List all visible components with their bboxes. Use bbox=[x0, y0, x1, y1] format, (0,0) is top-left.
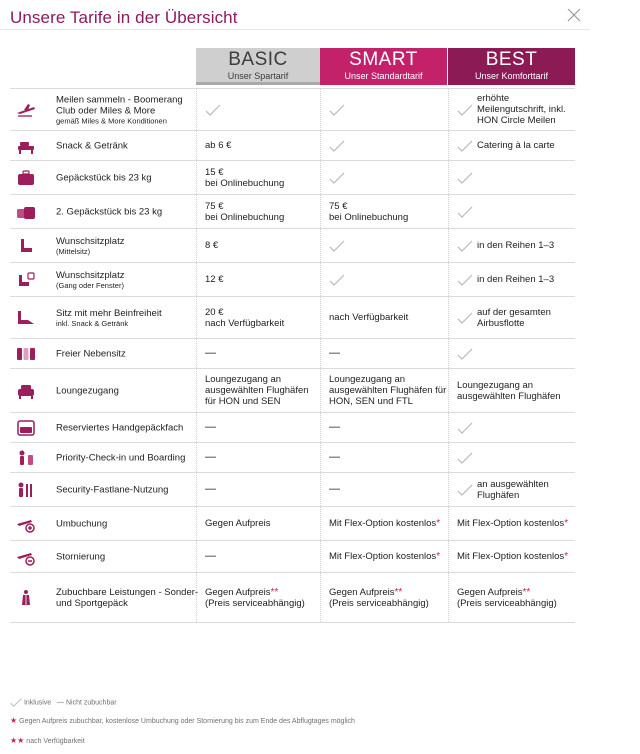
row-label-text: Zubuchbare Leistungen - Sonder- und Sportgepäck bbox=[56, 586, 199, 609]
cell-text-main: Mit Flex-Option kostenlos bbox=[457, 551, 565, 562]
row-label bbox=[56, 172, 201, 183]
legend-double-star-text: nach Verfügbarkeit bbox=[26, 738, 85, 745]
sports-luggage-icon bbox=[16, 589, 36, 607]
check-icon bbox=[457, 348, 473, 360]
legend-inclusive-text: Inklusive bbox=[23, 699, 52, 707]
check-icon bbox=[329, 104, 345, 116]
check-icon bbox=[457, 240, 473, 252]
check-icon bbox=[457, 452, 473, 464]
row-label-text: Loungezugang bbox=[56, 385, 119, 396]
check-icon bbox=[457, 422, 473, 434]
not-available-dash: — bbox=[205, 347, 216, 359]
fastlane-icon bbox=[16, 481, 36, 499]
table-row bbox=[10, 369, 575, 413]
free-seat-icon bbox=[16, 345, 36, 363]
row-label-text: Security-Fastlane-Nutzung bbox=[56, 484, 169, 495]
best-cell bbox=[448, 573, 575, 622]
row-label bbox=[56, 270, 201, 290]
overhead-bin-icon bbox=[16, 419, 36, 437]
cell-text bbox=[205, 587, 305, 609]
smart-cell bbox=[320, 161, 448, 194]
seat-window-icon bbox=[16, 271, 36, 289]
best-cell bbox=[448, 369, 575, 412]
cell-text: Loungezugang an ausgewählten Flughäfen bbox=[457, 379, 561, 402]
smart-cell bbox=[320, 131, 448, 160]
smart-cell bbox=[320, 473, 448, 506]
suitcase-icon bbox=[16, 169, 36, 187]
smart-accent-bar bbox=[320, 82, 447, 85]
snack-icon bbox=[16, 137, 36, 155]
smart-cell bbox=[320, 89, 448, 130]
table-row bbox=[10, 573, 575, 623]
check-icon bbox=[329, 140, 345, 152]
cell-text: 8 € bbox=[205, 240, 219, 251]
star-mark: * bbox=[564, 518, 569, 529]
table-row bbox=[10, 473, 575, 507]
best-cell bbox=[448, 297, 575, 338]
basic-accent-bar bbox=[196, 82, 320, 85]
check-icon bbox=[457, 172, 473, 184]
cell-text-main: Mit Flex-Option kostenlos bbox=[329, 518, 437, 529]
check-icon bbox=[329, 172, 345, 184]
not-available-dash: — bbox=[205, 550, 216, 562]
legend-double-star bbox=[10, 736, 85, 745]
cell-text-main: Gegen Aufpreis bbox=[329, 586, 395, 598]
smart-cell bbox=[320, 369, 448, 412]
table-row bbox=[10, 541, 575, 573]
row-label-text: Umbuchung bbox=[56, 518, 108, 529]
table-row bbox=[10, 229, 575, 263]
row-label bbox=[56, 422, 201, 433]
row-label bbox=[56, 206, 201, 217]
dialog-title: Unsere Tarife in der Übersicht bbox=[10, 8, 238, 27]
basic-cell bbox=[196, 369, 320, 412]
double-star-mark: ** bbox=[394, 586, 403, 598]
row-label-text: Snack & Getränk bbox=[56, 140, 128, 151]
not-available-dash: — bbox=[329, 421, 340, 433]
cell-text: 15 € bei Onlinebuchung bbox=[205, 166, 285, 189]
row-label bbox=[56, 94, 201, 125]
basic-cell bbox=[196, 443, 320, 472]
best-cell bbox=[448, 161, 575, 194]
check-icon bbox=[457, 484, 473, 496]
best-cell bbox=[448, 541, 575, 572]
smart-cell bbox=[320, 339, 448, 368]
basic-cell bbox=[196, 161, 320, 194]
smart-cell bbox=[320, 541, 448, 572]
second-suitcase-icon bbox=[16, 203, 36, 221]
basic-cell bbox=[196, 131, 320, 160]
cell-text-main: Mit Flex-Option kostenlos bbox=[329, 551, 437, 562]
rebooking-icon bbox=[16, 515, 36, 533]
cell-text bbox=[329, 587, 429, 609]
not-available-dash: — bbox=[205, 451, 216, 463]
row-label bbox=[56, 551, 201, 562]
tariff-name: BASIC bbox=[228, 49, 288, 70]
table-row bbox=[10, 413, 575, 443]
seat-icon bbox=[16, 237, 36, 255]
check-icon bbox=[329, 240, 345, 252]
cell-text: 20 € nach Verfügbarkeit bbox=[205, 306, 285, 329]
row-label bbox=[56, 452, 201, 463]
basic-cell bbox=[196, 263, 320, 296]
tariff-comparison-table bbox=[10, 88, 575, 623]
row-label bbox=[56, 385, 201, 396]
star-mark: * bbox=[436, 551, 441, 562]
check-icon bbox=[329, 274, 345, 286]
legend-inclusive bbox=[10, 698, 117, 707]
basic-cell bbox=[196, 541, 320, 572]
tariff-header-basic bbox=[196, 48, 320, 85]
cell-text bbox=[457, 518, 568, 529]
not-available-dash: — bbox=[329, 483, 340, 495]
row-label-text: Freier Nebensitz bbox=[56, 348, 126, 359]
smart-cell bbox=[320, 413, 448, 442]
cell-text: 75 € bei Onlinebuchung bbox=[205, 200, 285, 223]
cell-text: ab 6 € bbox=[205, 140, 232, 151]
basic-cell bbox=[196, 229, 320, 262]
table-row bbox=[10, 507, 575, 541]
not-available-dash: — bbox=[205, 421, 216, 433]
cell-text: Loungezugang an ausgewählten Flughäfen für HON, SEN und FTL bbox=[329, 374, 447, 407]
basic-cell bbox=[196, 297, 320, 338]
best-cell bbox=[448, 413, 575, 442]
row-label-note: gemäß Miles & More Konditionen bbox=[56, 116, 167, 125]
cell-text: in den Reihen 1–3 bbox=[477, 274, 555, 285]
best-cell bbox=[448, 339, 575, 368]
table-row bbox=[10, 89, 575, 131]
row-label-text: 2. Gepäckstück bis 23 kg bbox=[56, 206, 163, 217]
best-cell bbox=[448, 263, 575, 296]
check-icon bbox=[457, 206, 473, 218]
legend-dash: — bbox=[57, 699, 65, 707]
lounge-icon bbox=[16, 382, 36, 400]
row-label-note: (Mittelsitz) bbox=[56, 246, 91, 256]
smart-cell bbox=[320, 263, 448, 296]
tariff-subtitle: Unser Standardtarif bbox=[344, 71, 423, 81]
legend-star-text: Gegen Aufpreis zubuchbar, kostenlose Umbuchung oder Stornierung bis zum Ende des Abflugtages möglich bbox=[19, 718, 355, 725]
best-cell bbox=[448, 89, 575, 130]
dialog-header bbox=[0, 0, 590, 30]
row-label bbox=[56, 518, 201, 529]
table-row bbox=[10, 195, 575, 229]
row-label bbox=[56, 140, 201, 151]
smart-cell bbox=[320, 195, 448, 228]
table-row bbox=[10, 297, 575, 339]
best-cell bbox=[448, 229, 575, 262]
smart-cell bbox=[320, 297, 448, 338]
cell-text-sub: (Preis serviceabhängig) bbox=[329, 597, 429, 609]
best-accent-bar bbox=[448, 82, 575, 85]
basic-cell bbox=[196, 89, 320, 130]
cell-text bbox=[329, 518, 440, 529]
check-icon bbox=[205, 104, 221, 116]
cell-text-sub: (Preis serviceabhängig) bbox=[205, 597, 305, 609]
cell-text-main: Gegen Aufpreis bbox=[205, 586, 271, 598]
cell-text: Gegen Aufpreis bbox=[205, 518, 271, 529]
best-cell bbox=[448, 473, 575, 506]
row-label-text: Wunschsitzplatz bbox=[56, 269, 125, 281]
double-star-mark: ** bbox=[522, 586, 531, 598]
row-label-note: (Gang oder Fenster) bbox=[56, 280, 124, 290]
cell-text-sub: (Preis serviceabhängig) bbox=[457, 597, 557, 609]
tariff-name: SMART bbox=[349, 49, 418, 70]
row-label-text: Priority-Check-in und Boarding bbox=[56, 452, 186, 463]
cell-text bbox=[457, 587, 557, 609]
basic-cell bbox=[196, 339, 320, 368]
row-label-text: Wunschsitzplatz bbox=[56, 235, 125, 247]
cell-text: 75 € bei Onlinebuchung bbox=[329, 200, 409, 223]
row-label bbox=[56, 308, 201, 328]
table-row bbox=[10, 161, 575, 195]
star-icon: ★ bbox=[10, 716, 18, 725]
table-row bbox=[10, 263, 575, 297]
basic-cell bbox=[196, 195, 320, 228]
row-label bbox=[56, 236, 201, 256]
basic-cell bbox=[196, 507, 320, 540]
plane-miles-icon bbox=[16, 101, 36, 119]
priority-icon bbox=[16, 449, 36, 467]
row-label bbox=[56, 484, 201, 495]
not-available-dash: — bbox=[329, 451, 340, 463]
basic-cell bbox=[196, 473, 320, 506]
legend-not-bookable-text: Nicht zubuchbar bbox=[65, 699, 117, 707]
row-label-text: Sitz mit mehr Beinfreiheit bbox=[56, 307, 162, 319]
tariff-header-smart bbox=[320, 48, 447, 85]
not-available-dash: — bbox=[329, 347, 340, 359]
basic-cell bbox=[196, 573, 320, 622]
row-label-note: inkl. Snack & Getränk bbox=[56, 318, 129, 328]
cell-text: an ausgewählten Flughäfen bbox=[477, 478, 549, 501]
cell-text: 12 € bbox=[205, 274, 224, 285]
tariff-subtitle: Unser Komforttarif bbox=[474, 71, 549, 81]
table-row bbox=[10, 443, 575, 473]
cell-text: in den Reihen 1–3 bbox=[477, 240, 555, 251]
smart-cell bbox=[320, 573, 448, 622]
cancellation-icon bbox=[16, 548, 36, 566]
row-label bbox=[56, 587, 201, 609]
check-icon bbox=[10, 698, 22, 707]
cell-text-main: Gegen Aufpreis bbox=[457, 586, 523, 598]
row-label-text: Reserviertes Handgepäckfach bbox=[56, 422, 184, 433]
check-icon bbox=[457, 104, 473, 116]
tariff-name: BEST bbox=[485, 49, 538, 70]
smart-cell bbox=[320, 229, 448, 262]
cell-text-main: Mit Flex-Option kostenlos bbox=[457, 518, 565, 529]
smart-cell bbox=[320, 443, 448, 472]
check-icon bbox=[457, 312, 473, 324]
check-icon bbox=[457, 274, 473, 286]
star-mark: * bbox=[436, 518, 441, 529]
basic-cell bbox=[196, 413, 320, 442]
best-cell bbox=[448, 131, 575, 160]
row-label-text: Stornierung bbox=[56, 551, 106, 562]
cell-text: Loungezugang an ausgewählten Flughäfen für HON und SEN bbox=[205, 374, 309, 407]
tariff-subtitle: Unser Spartarif bbox=[227, 71, 289, 81]
double-star-mark: ** bbox=[270, 586, 279, 598]
legroom-seat-icon bbox=[16, 309, 36, 327]
row-label bbox=[56, 348, 201, 359]
legend-star bbox=[10, 716, 355, 725]
close-icon[interactable] bbox=[565, 6, 583, 24]
row-label-text: Meilen sammeln - Boomerang Club oder Miles & More bbox=[56, 94, 183, 116]
cell-text: nach Verfügbarkeit bbox=[329, 312, 409, 323]
tariff-header-best bbox=[448, 48, 575, 85]
best-cell bbox=[448, 195, 575, 228]
not-available-dash: — bbox=[205, 483, 216, 495]
star-mark: * bbox=[564, 551, 569, 562]
smart-cell bbox=[320, 507, 448, 540]
cell-text: Catering à la carte bbox=[477, 140, 555, 151]
double-star-icon: ★★ bbox=[10, 736, 25, 745]
best-cell bbox=[448, 507, 575, 540]
cell-text: erhöhte Meilengutschrift, inkl. HON Circle Meilen bbox=[477, 93, 566, 126]
table-row bbox=[10, 339, 575, 369]
cell-text bbox=[457, 551, 568, 562]
check-icon bbox=[457, 140, 473, 152]
cell-text bbox=[329, 551, 440, 562]
table-row bbox=[10, 131, 575, 161]
row-label-text: Gepäckstück bis 23 kg bbox=[56, 172, 152, 183]
cell-text: auf der gesamten Airbusflotte bbox=[477, 306, 551, 329]
best-cell bbox=[448, 443, 575, 472]
